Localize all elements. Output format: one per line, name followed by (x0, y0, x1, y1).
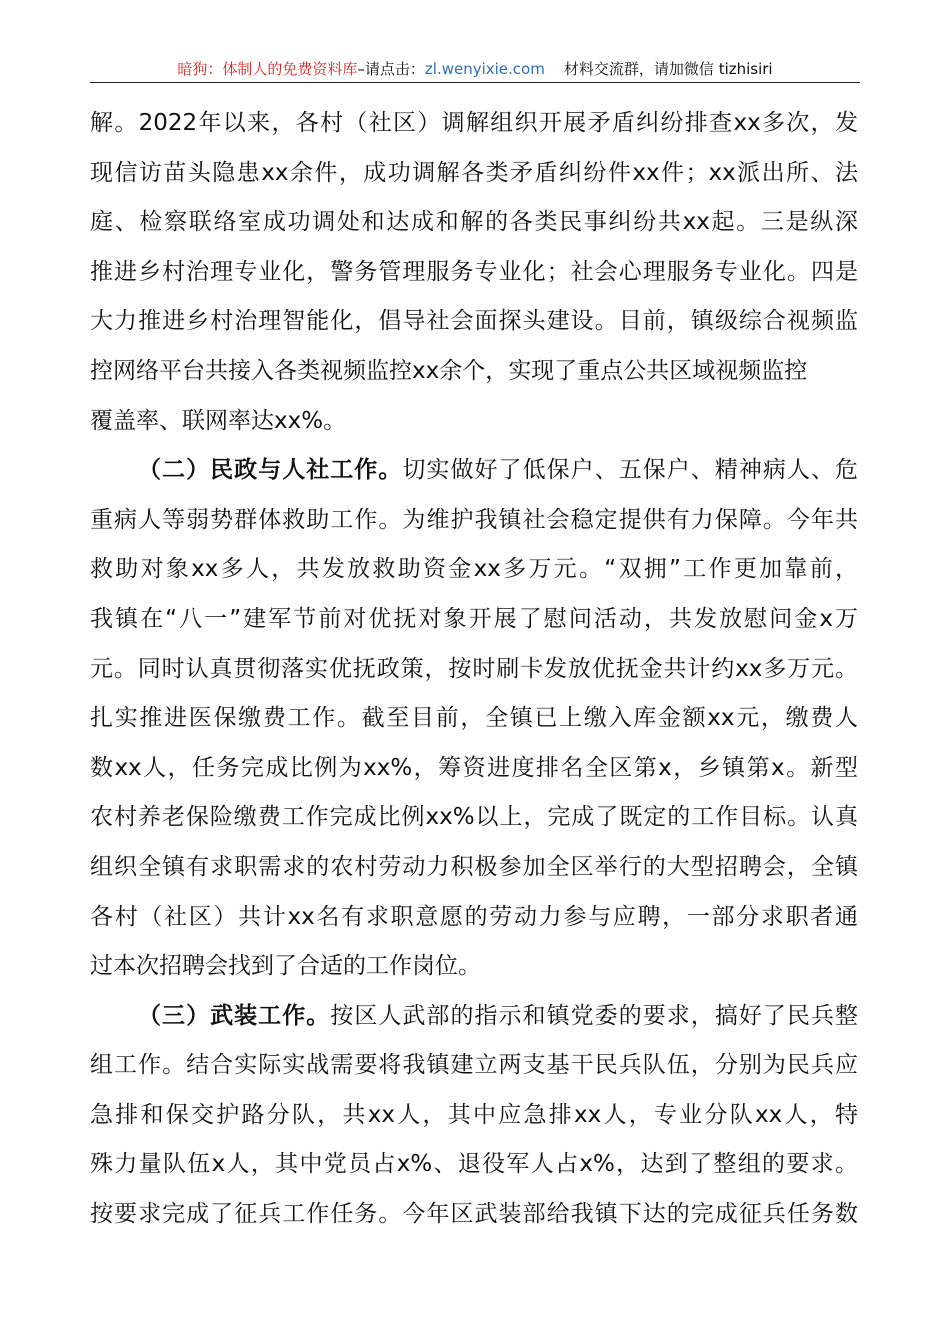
section-heading: （三）武装工作。 (138, 1002, 331, 1029)
text-line: 组织全镇有求职需求的农村劳动力积极参加全区举行的大型招聘会，全镇 (90, 853, 858, 880)
text-line: 庭、检察联络室成功调处和达成和解的各类民事纠纷共xx起。三是纵深 (90, 209, 858, 236)
text-line: 我镇在“八一”建军节前对优抚对象开展了慰问活动，共发放慰问金x万 (90, 605, 858, 632)
text-line: 数xx人，任务完成比例为xx%，筹资进度排名全区第x，乡镇第x。新型 (90, 754, 858, 781)
text-line: 元。同时认真贯彻落实优抚政策，按时刷卡发放优抚金共计约xx多万元。 (90, 655, 858, 682)
text-line: 重病人等弱势群体救助工作。为维护我镇社会稳定提供有力保障。今年共 (90, 506, 858, 533)
text-run: 切实做好了低保户、五保户、精神病人、危 (402, 457, 859, 484)
text-line: 控网络平台共接入各类视频监控xx余个，实现了重点公共区域视频监控 (90, 357, 808, 384)
header-site-name: 暗狗：体制人的免费资料库 (177, 60, 358, 78)
text-line: 急排和保交护路分队，共xx人，其中应急排xx人，专业分队xx人，特 (90, 1101, 858, 1128)
text-run: 按区人武部的指示和镇党委的要求，搞好了民兵整 (330, 1002, 859, 1029)
text-line (90, 996, 858, 1046)
text-line: 扎实推进医保缴费工作。截至目前，全镇已上缴入库金额xx元，缴费人 (90, 705, 858, 732)
page-header (90, 58, 860, 83)
text-line: 大力推进乡村治理智能化，倡导社会面探头建设。目前，镇级综合视频监 (90, 308, 858, 335)
text-line: 组工作。结合实际实战需要将我镇建立两支基干民兵队伍，分别为民兵应 (90, 1052, 858, 1079)
text-line: 农村养老保险缴费工作完成比例xx%以上，完成了既定的工作目标。认真 (90, 804, 858, 831)
text-line: 覆盖率、联网率达xx%。 (90, 407, 347, 434)
text-line: 救助对象xx多人，共发放救助资金xx多万元。“双拥”工作更加靠前， (90, 556, 858, 583)
paragraph-1 (90, 103, 858, 450)
text-line: 解。2022年以来，各村（社区）调解组织开展矛盾纠纷排查xx多次，发 (90, 110, 858, 136)
header-link[interactable]: zl.wenyixie.com (424, 60, 545, 78)
text-line: 各村（社区）共计xx名有求职意愿的劳动力参与应聘，一部分求职者通 (90, 903, 858, 930)
header-prompt: –请点击： (357, 60, 425, 78)
text-line: 殊力量队伍x人，其中党员占x%、退役军人占x%，达到了整组的要求。 (90, 1151, 858, 1178)
paragraph-armed-forces (90, 996, 858, 1244)
text-line: 推进乡村治理专业化，警务管理服务专业化；社会心理服务专业化。四是 (90, 258, 858, 285)
text-line: 现信访苗头隐患xx余件，成功调解各类矛盾纠纷件xx件；xx派出所、法 (90, 159, 858, 186)
text-line: 按要求完成了征兵工作任务。今年区武装部给我镇下达的完成征兵任务数 (90, 1201, 858, 1228)
text-line: 过本次招聘会找到了合适的工作岗位。 (90, 953, 481, 980)
header-wechat: 材料交流群，请加微信 tizhisiri (563, 60, 773, 78)
text-line (90, 450, 858, 500)
document-body (90, 103, 858, 1244)
section-heading: （二）民政与人社工作。 (138, 457, 403, 484)
paragraph-civil-affairs (90, 450, 858, 996)
